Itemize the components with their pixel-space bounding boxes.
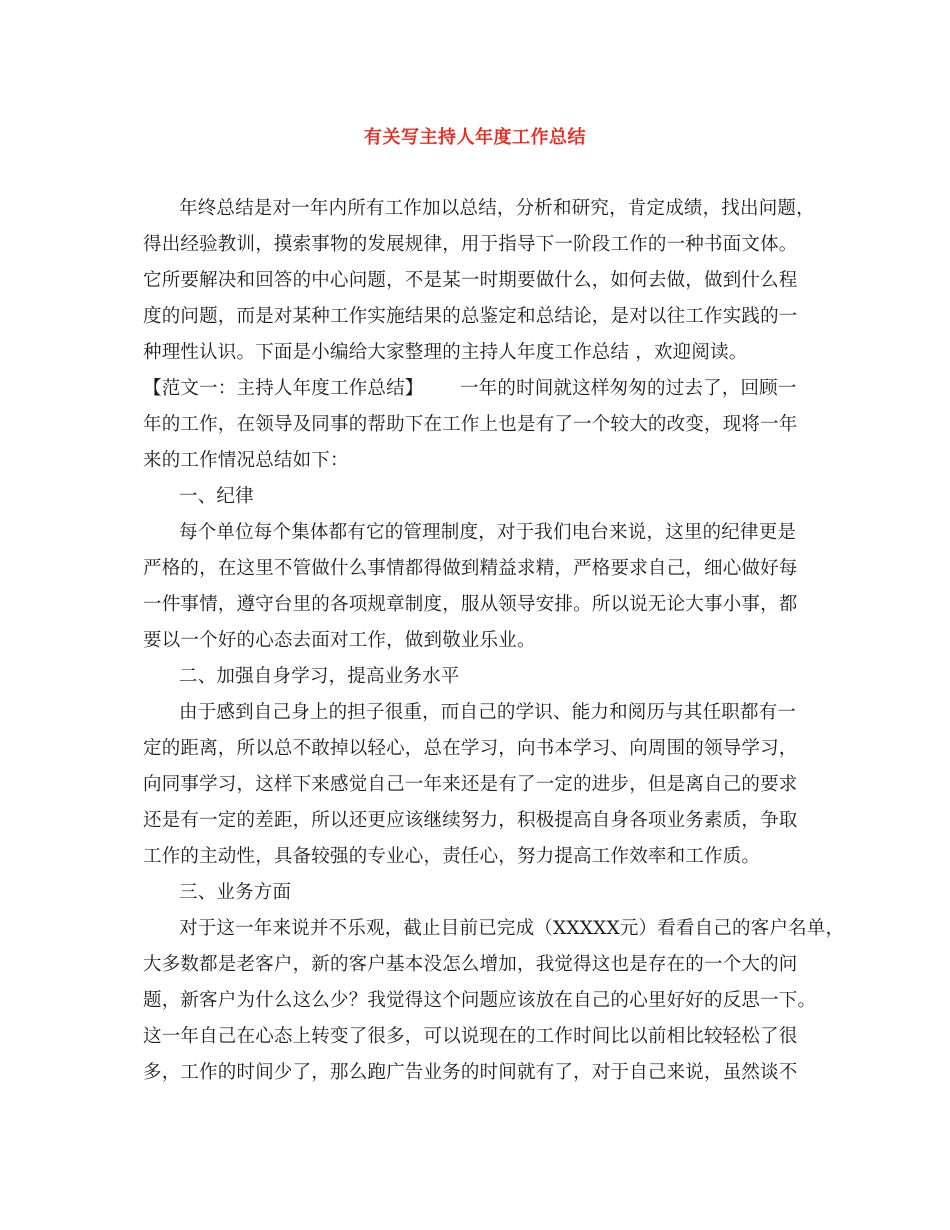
text-line: 种理性认识。下面是小编给大家整理的主持人年度工作总结 ，欢迎阅读。 (143, 342, 748, 363)
text-line: 每个单位每个集体都有它的管理制度，对于我们电台来说，这里的纪律更是 (179, 522, 797, 543)
text-line: 要以一个好的心态去面对工作，做到敬业乐业。 (143, 630, 536, 651)
text-line: 年终总结是对一年内所有工作加以总结，分析和研究，肯定成绩，找出问题， (179, 198, 815, 219)
text-line: 题，新客户为什么这么少？我觉得这个问题应该放在自己的心里好好的反思一下。 (143, 990, 817, 1011)
section-heading: 三、业务方面 (179, 882, 292, 903)
text-line: 工作的主动性，具备较强的专业心，责任心，努力提高工作效率和工作质。 (143, 846, 761, 867)
text-line: 向同事学习，这样下来感觉自己一年来还是有了一定的进步，但是离自己的要求 (143, 774, 798, 795)
text-line: 得出经验教训，摸索事物的发展规律，用于指导下一阶段工作的一种书面文体。 (143, 234, 798, 255)
text-line: 【范文一：主持人年度工作总结】 一年的时间就这样匆匆的过去了，回顾一 (143, 378, 797, 399)
text-line: 度的问题，而是对某种工作实施结果的总鉴定和总结论，是对以往工作实践的一 (143, 306, 798, 327)
text-line: 一件事情，遵守台里的各项规章制度，服从领导安排。所以说无论大事小事，都 (143, 594, 798, 615)
section-heading: 二、加强自身学习，提高业务水平 (179, 666, 460, 687)
text-line: 由于感到自己身上的担子很重，而自己的学识、能力和阅历与其任职都有一 (179, 702, 797, 723)
text-line: 这一年自己在心态上转变了很多，可以说现在的工作时间比以前相比较轻松了很 (143, 1026, 798, 1047)
text-line: 大多数都是老客户，新的客户基本没怎么增加，我觉得这也是存在的一个大的问 (143, 954, 798, 975)
text-line: 定的距离，所以总不敢掉以轻心，总在学习，向书本学习、向周围的领导学习， (143, 738, 798, 759)
text-line: 多，工作的时间少了，那么跑广告业务的时间就有了，对于自己来说，虽然谈不 (143, 1062, 798, 1083)
text-line: 年的工作，在领导及同事的帮助下在工作上也是有了一个较大的改变，现将一年 (143, 414, 798, 435)
section-heading: 一、纪律 (179, 486, 254, 507)
text-line: 对于这一年来说并不乐观，截止目前已完成（XXXXX元）看看自己的客户名单， (179, 918, 845, 939)
text-line: 严格的，在这里不管做什么事情都得做到精益求精，严格要求自己，细心做好每 (143, 558, 798, 579)
text-line: 来的工作情况总结如下： (143, 450, 349, 471)
text-line: 它所要解决和回答的中心问题，不是某一时期要做什么，如何去做，做到什么程 (143, 270, 798, 291)
document-title: 有关写主持人年度工作总结 (364, 127, 586, 148)
text-line: 还是有一定的差距，所以还更应该继续努力，积极提高自身各项业务素质，争取 (143, 810, 798, 831)
